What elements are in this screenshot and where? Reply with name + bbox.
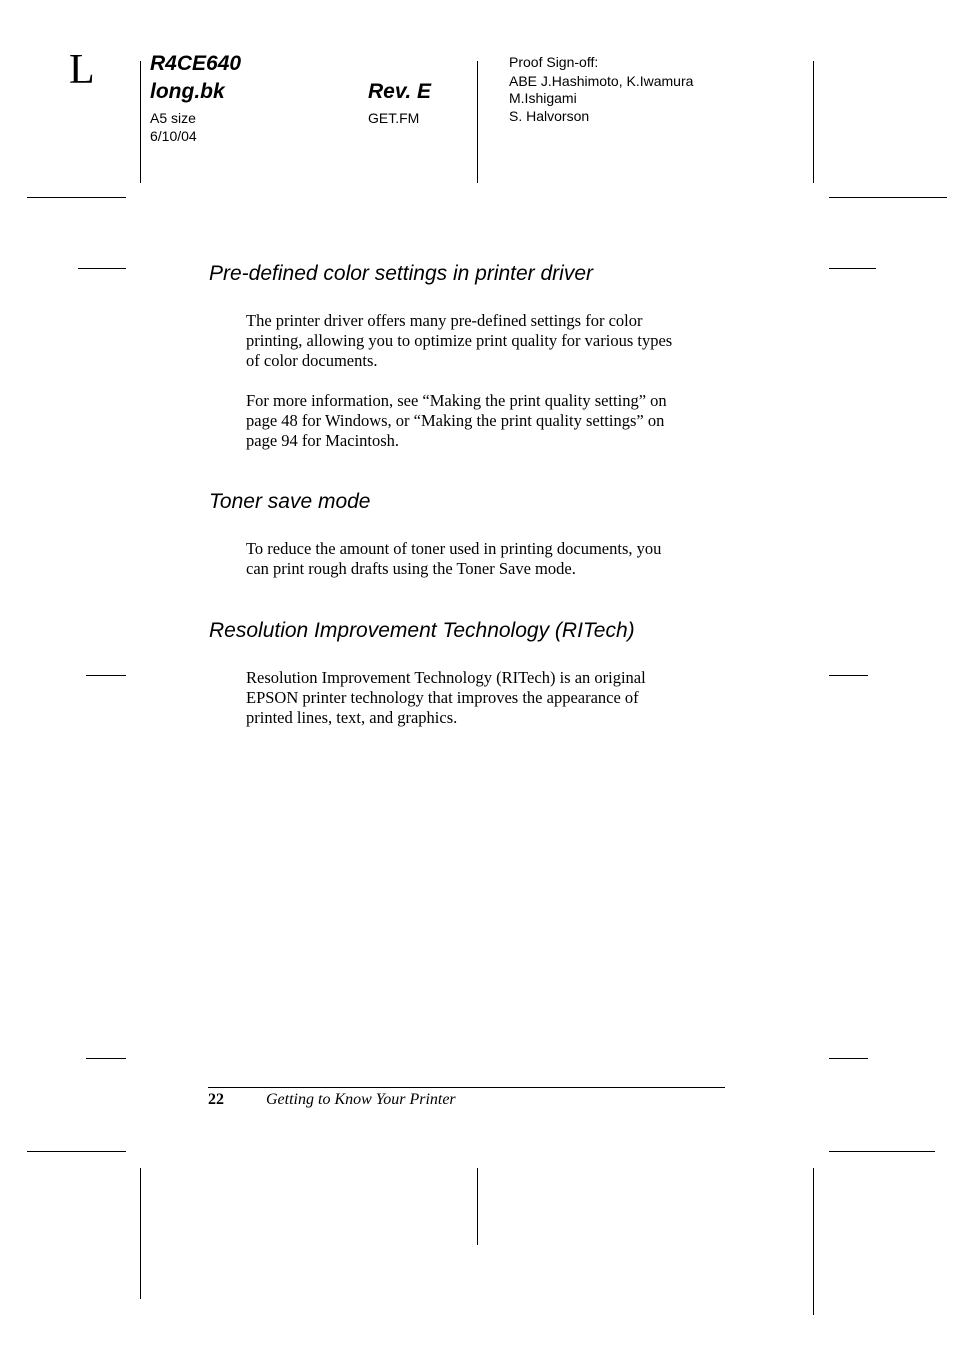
crop-mark-top-left [27,197,126,198]
chapter-title: Getting to Know Your Printer [266,1091,456,1108]
section-paragraph [246,539,726,579]
page-number: 22 [208,1091,224,1108]
crop-mark-bottom-right [829,1151,935,1152]
revision: Rev. E [368,80,432,103]
page-size: A5 size [150,110,196,126]
footer-rule [208,1087,725,1088]
margin-mark-left-2 [86,675,126,676]
margin-mark-left-3 [86,1058,126,1059]
proof-signoff-name: ABE J.Hashimoto, K.Iwamura [509,73,694,89]
paragraph-line: The printer driver offers many pre-defined settings for color [246,311,643,330]
file-name: GET.FM [368,110,420,126]
section-heading: Pre-defined color settings in printer driver [209,262,594,285]
crop-mark-bottom-left [27,1151,126,1152]
section-paragraph [246,668,726,728]
margin-mark-right-1 [829,268,876,269]
print-date: 6/10/04 [150,128,197,144]
margin-mark-left-1 [78,268,126,269]
bottom-mark-left [140,1168,141,1299]
margin-mark-right-3 [829,1058,868,1059]
section-paragraph [246,311,726,371]
bottom-mark-right [813,1168,814,1315]
paragraph-line: page 48 for Windows, or “Making the print quality settings” on [246,411,665,430]
header-divider-middle [477,61,478,183]
paragraph-line: For more information, see “Making the print quality setting” on [246,391,667,410]
proof-signoff-label: Proof Sign-off: [509,54,599,70]
proof-signoff-name: M.Ishigami [509,90,577,106]
paragraph-line: of color documents. [246,351,378,370]
section-paragraph [246,391,726,451]
proof-signoff-name: S. Halvorson [509,108,590,124]
section-heading: Resolution Improvement Technology (RITech) [209,619,635,642]
book-file: long.bk [150,80,225,103]
bottom-mark-middle [477,1168,478,1245]
header-divider-right [813,61,814,183]
paragraph-line: can print rough drafts using the Toner Save mode. [246,559,576,578]
margin-mark-right-2 [829,675,868,676]
paragraph-line: printing, allowing you to optimize print quality for various types [246,331,673,350]
paragraph-line: page 94 for Macintosh. [246,431,400,450]
book-code: R4CE640 [150,52,242,75]
paragraph-line: EPSON printer technology that improves the appearance of [246,688,639,707]
paragraph-line: Resolution Improvement Technology (RITech) is an original [246,668,646,687]
paragraph-line: To reduce the amount of toner used in printing documents, you [246,539,662,558]
header-divider-left [140,61,141,183]
crop-mark-top-right [829,197,947,198]
corner-letter: L [69,47,95,93]
paragraph-line: printed lines, text, and graphics. [246,708,458,727]
section-heading: Toner save mode [209,490,371,513]
